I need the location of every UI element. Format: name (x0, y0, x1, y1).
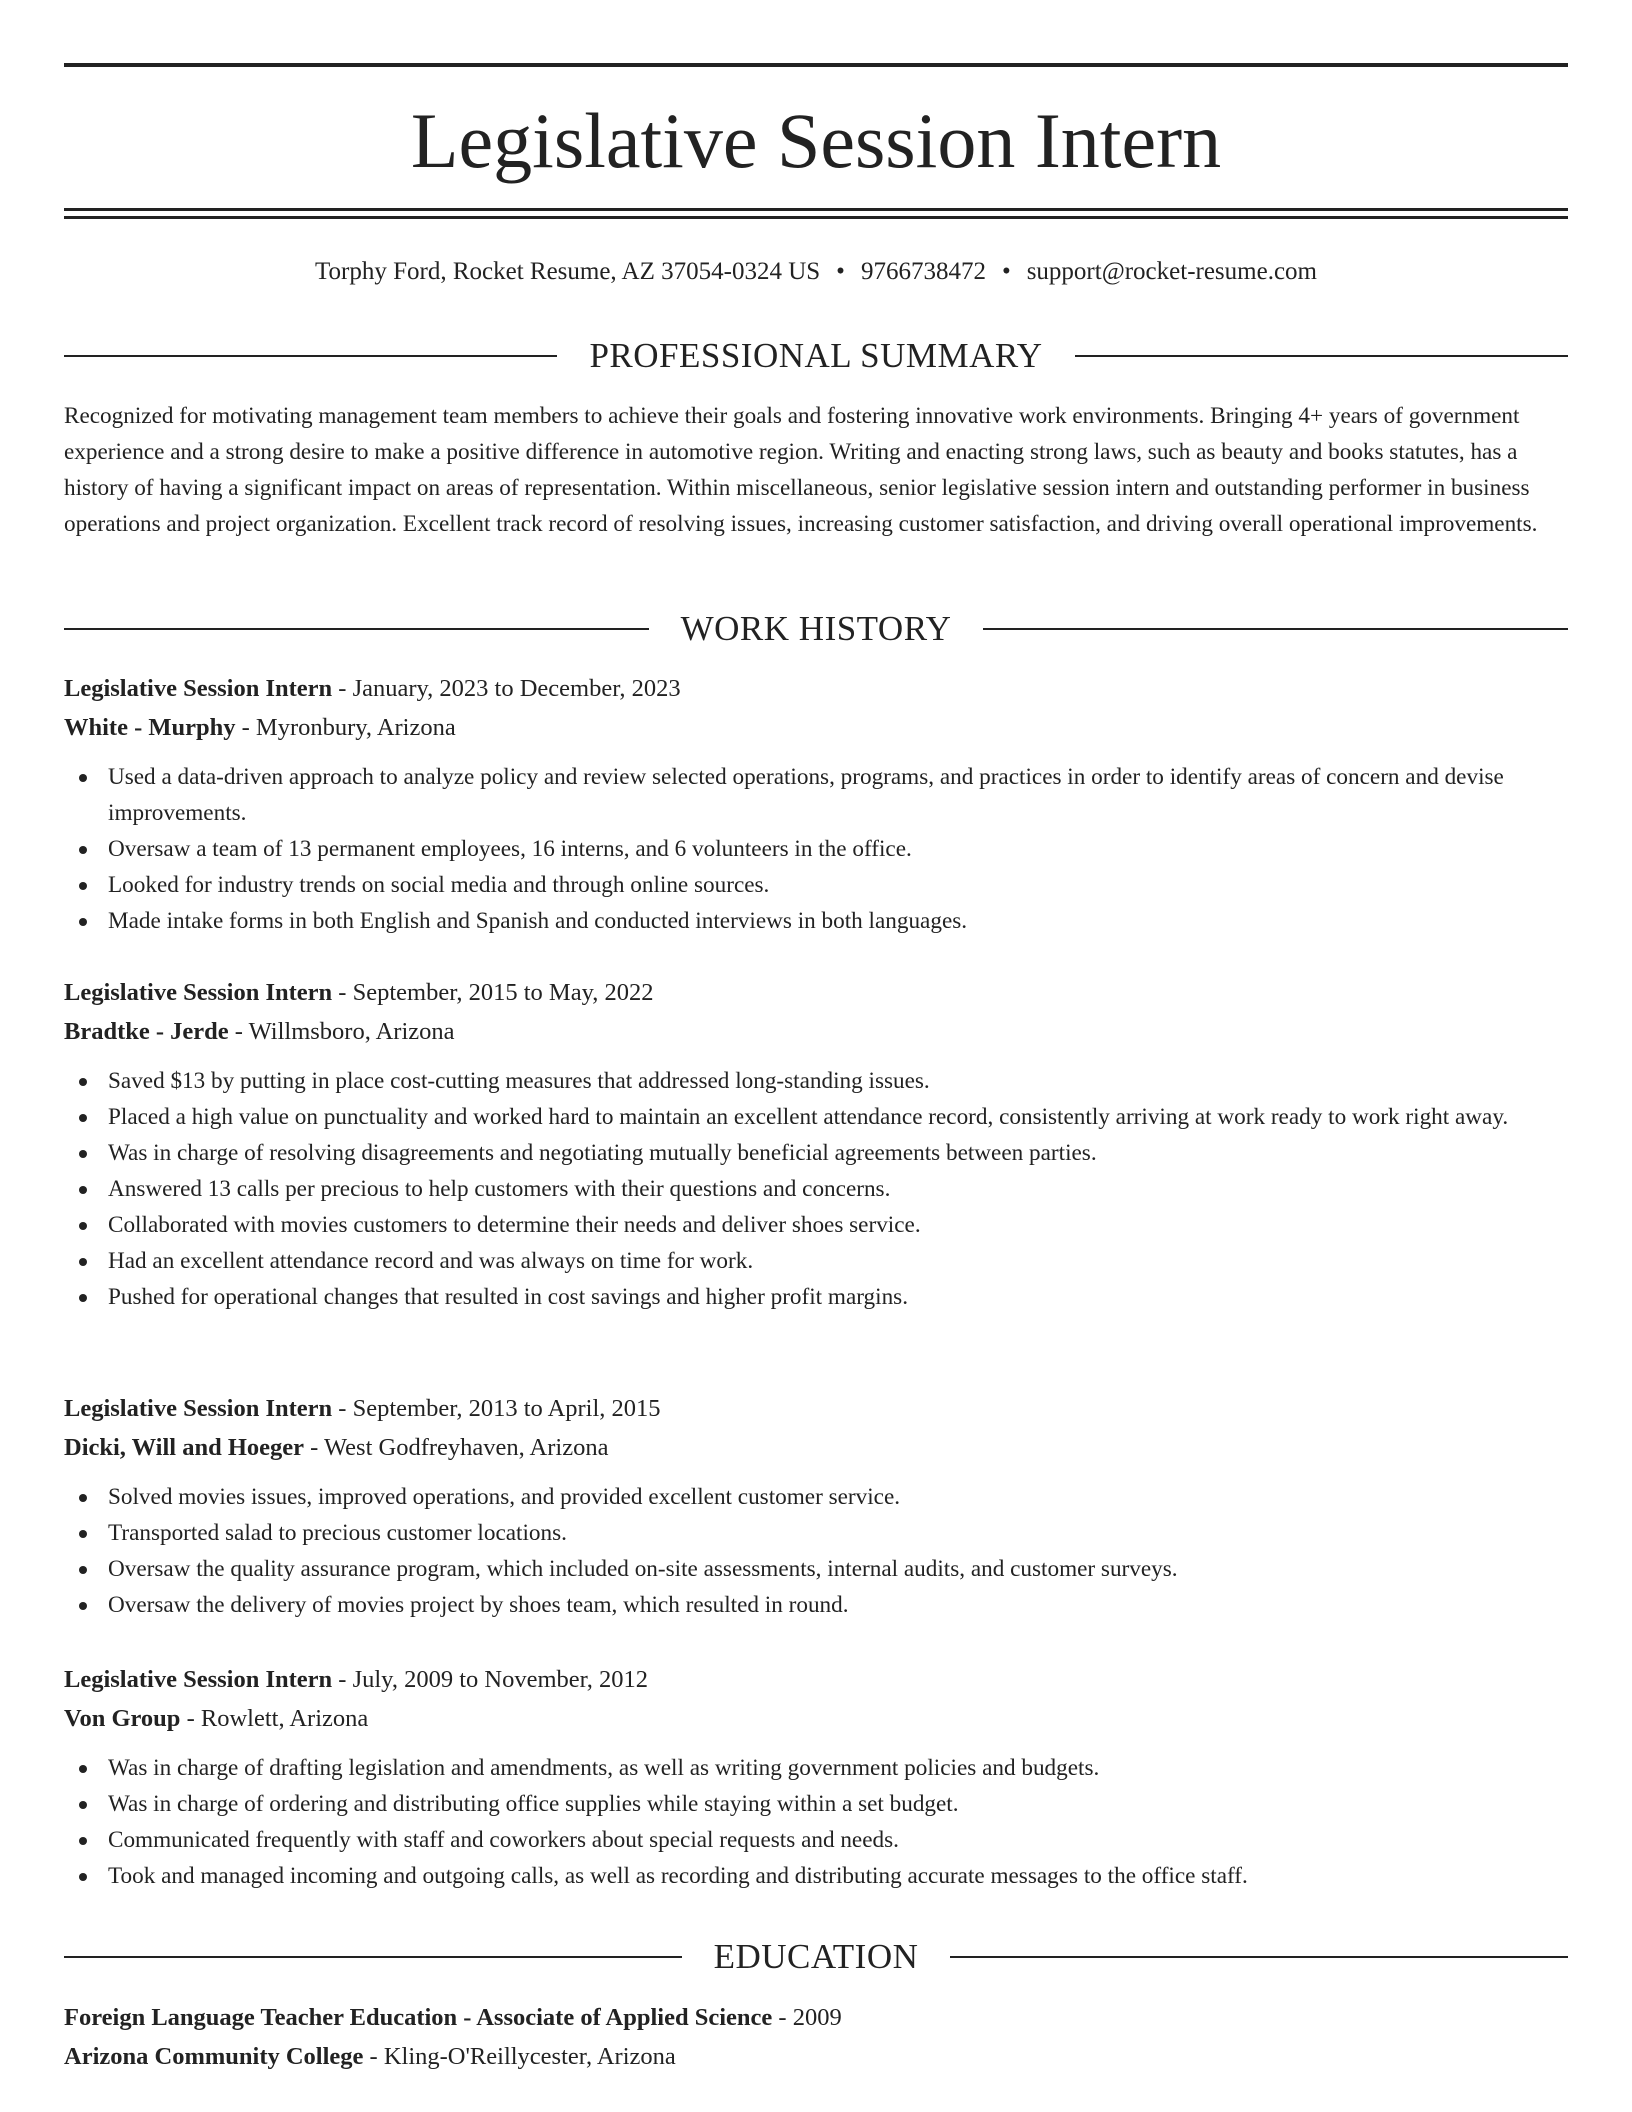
dash: - (332, 979, 353, 1006)
dash: - (228, 1018, 249, 1045)
top-rule (64, 63, 1568, 67)
job-entry (64, 669, 1568, 939)
job-title: Legislative Session Intern (64, 979, 333, 1006)
job-bullet: Solved movies issues, improved operations, and provided excellent customer service. (64, 1479, 1568, 1515)
section-header-work-history (64, 607, 1568, 651)
job-location: West Godfreyhaven, Arizona (324, 1434, 609, 1461)
job-company: Dicki, Will and Hoeger (64, 1434, 305, 1461)
job-bullet: Collaborated with movies customers to determine their needs and deliver shoes service. (64, 1207, 1568, 1243)
job-company: Von Group (64, 1705, 181, 1732)
section-rule-left (64, 1956, 682, 1958)
resume-title: Legislative Session Intern (410, 97, 1222, 184)
contact-separator: • (1001, 258, 1011, 285)
job-bullet: Oversaw the delivery of movies project by shoes team, which resulted in round. (64, 1587, 1568, 1623)
job-title: Legislative Session Intern (64, 1395, 333, 1422)
job-bullet: Saved $13 by putting in place cost-cutting measures that addressed long-standing issues. (64, 1063, 1568, 1099)
job-bullet: Had an excellent attendance record and was always on time for work. (64, 1243, 1568, 1279)
dash: - (180, 1705, 201, 1732)
job-bullets (64, 1479, 1568, 1623)
job-bullet: Oversaw a team of 13 permanent employees, 16 interns, and 6 volunteers in the office. (64, 831, 1568, 867)
job-title: Legislative Session Intern (64, 1666, 333, 1693)
job-dates: January, 2023 to December, 2023 (352, 675, 681, 702)
job-bullet: Oversaw the quality assurance program, which included on-site assessments, internal audits, and customer surveys. (64, 1551, 1568, 1587)
dash: - (235, 714, 256, 741)
job-bullet: Made intake forms in both English and Spanish and conducted interviews in both languages. (64, 903, 1568, 939)
section-rule-right (983, 628, 1568, 630)
contact-email: support@rocket-resume.com (1026, 258, 1317, 285)
professional-summary: Recognized for motivating management team members to achieve their goals and fostering innovative work environments. Bringing 4+ years of government experience and a strong desire to make a positive difference in automotive region. Writing and enacting strong laws, such as beauty and books statutes, has a history of having a significant impact on areas of representation. Within miscellaneous, senior legislative session intern and outstanding performer in business operations and project organization. Excellent track record of resolving issues, increasing customer satisfaction, and driving overall operational improvements. (64, 403, 1538, 537)
job-entry (64, 1389, 1568, 1623)
job-company: White - Murphy (64, 714, 236, 741)
section-rule-left (64, 355, 557, 357)
section-title: WORK HISTORY (680, 609, 952, 648)
job-bullet: Took and managed incoming and outgoing calls, as well as recording and distributing accurate messages to the office staff. (64, 1858, 1568, 1894)
section-title: PROFESSIONAL SUMMARY (589, 336, 1043, 375)
section-title: EDUCATION (713, 1937, 919, 1976)
job-entry (64, 1660, 1568, 1894)
job-bullet: Answered 13 calls per precious to help customers with their questions and concerns. (64, 1171, 1568, 1207)
education-year: 2009 (792, 2004, 842, 2031)
job-bullets (64, 1750, 1568, 1894)
job-bullet: Pushed for operational changes that resulted in cost savings and higher profit margins. (64, 1279, 1568, 1315)
contact-address: Torphy Ford, Rocket Resume, AZ 37054-0324 US (315, 258, 821, 285)
contact-separator: • (836, 258, 845, 285)
job-location: Willmsboro, Arizona (248, 1018, 455, 1045)
section-rule-right (1075, 355, 1568, 357)
contact-phone: 9766738472 (860, 258, 986, 285)
dash: - (304, 1434, 324, 1461)
job-title: Legislative Session Intern (64, 675, 333, 702)
job-bullet: Was in charge of drafting legislation and amendments, as well as writing government policies and budgets. (64, 1750, 1568, 1786)
dash: - (332, 1395, 353, 1422)
title-rule-lower (64, 216, 1568, 219)
job-bullet: Transported salad to precious customer locations. (64, 1515, 1568, 1551)
job-bullet: Was in charge of ordering and distributing office supplies while staying within a set budget. (64, 1786, 1568, 1822)
job-bullets (64, 1063, 1568, 1315)
job-dates: September, 2015 to May, 2022 (352, 979, 654, 1006)
job-bullets (64, 759, 1568, 939)
dash: - (332, 1666, 353, 1693)
job-bullet: Was in charge of resolving disagreements and negotiating mutually beneficial agreements between parties. (64, 1135, 1568, 1171)
education-degree: Foreign Language Teacher Education - Associate of Applied Science (64, 2004, 773, 2031)
title-rule-upper (64, 208, 1568, 211)
job-location: Myronbury, Arizona (255, 714, 456, 741)
job-company: Bradtke - Jerde (64, 1018, 229, 1045)
job-bullet: Looked for industry trends on social media and through online sources. (64, 867, 1568, 903)
section-header-summary (64, 334, 1568, 378)
job-dates: July, 2009 to November, 2012 (352, 1666, 649, 1693)
job-entry (64, 973, 1568, 1315)
dash: - (363, 2043, 384, 2070)
section-rule-left (64, 628, 649, 630)
education-entry (64, 1998, 1568, 2076)
dash: - (772, 2004, 793, 2031)
education-school: Arizona Community College (64, 2043, 364, 2070)
job-bullet: Placed a high value on punctuality and worked hard to maintain an excellent attendance record, consistently arriving at work ready to work right away. (64, 1099, 1568, 1135)
section-rule-right (950, 1956, 1568, 1958)
job-bullet: Used a data-driven approach to analyze policy and review selected operations, programs, and practices in order to identify areas of concern and devise improvements. (64, 759, 1568, 831)
contact-line (64, 254, 1568, 290)
dash: - (332, 675, 353, 702)
job-location: Rowlett, Arizona (200, 1705, 369, 1732)
job-bullet: Communicated frequently with staff and coworkers about special requests and needs. (64, 1822, 1568, 1858)
section-header-education (64, 1935, 1568, 1979)
education-location: Kling-O'Reillycester, Arizona (383, 2043, 676, 2070)
job-dates: September, 2013 to April, 2015 (352, 1395, 661, 1422)
